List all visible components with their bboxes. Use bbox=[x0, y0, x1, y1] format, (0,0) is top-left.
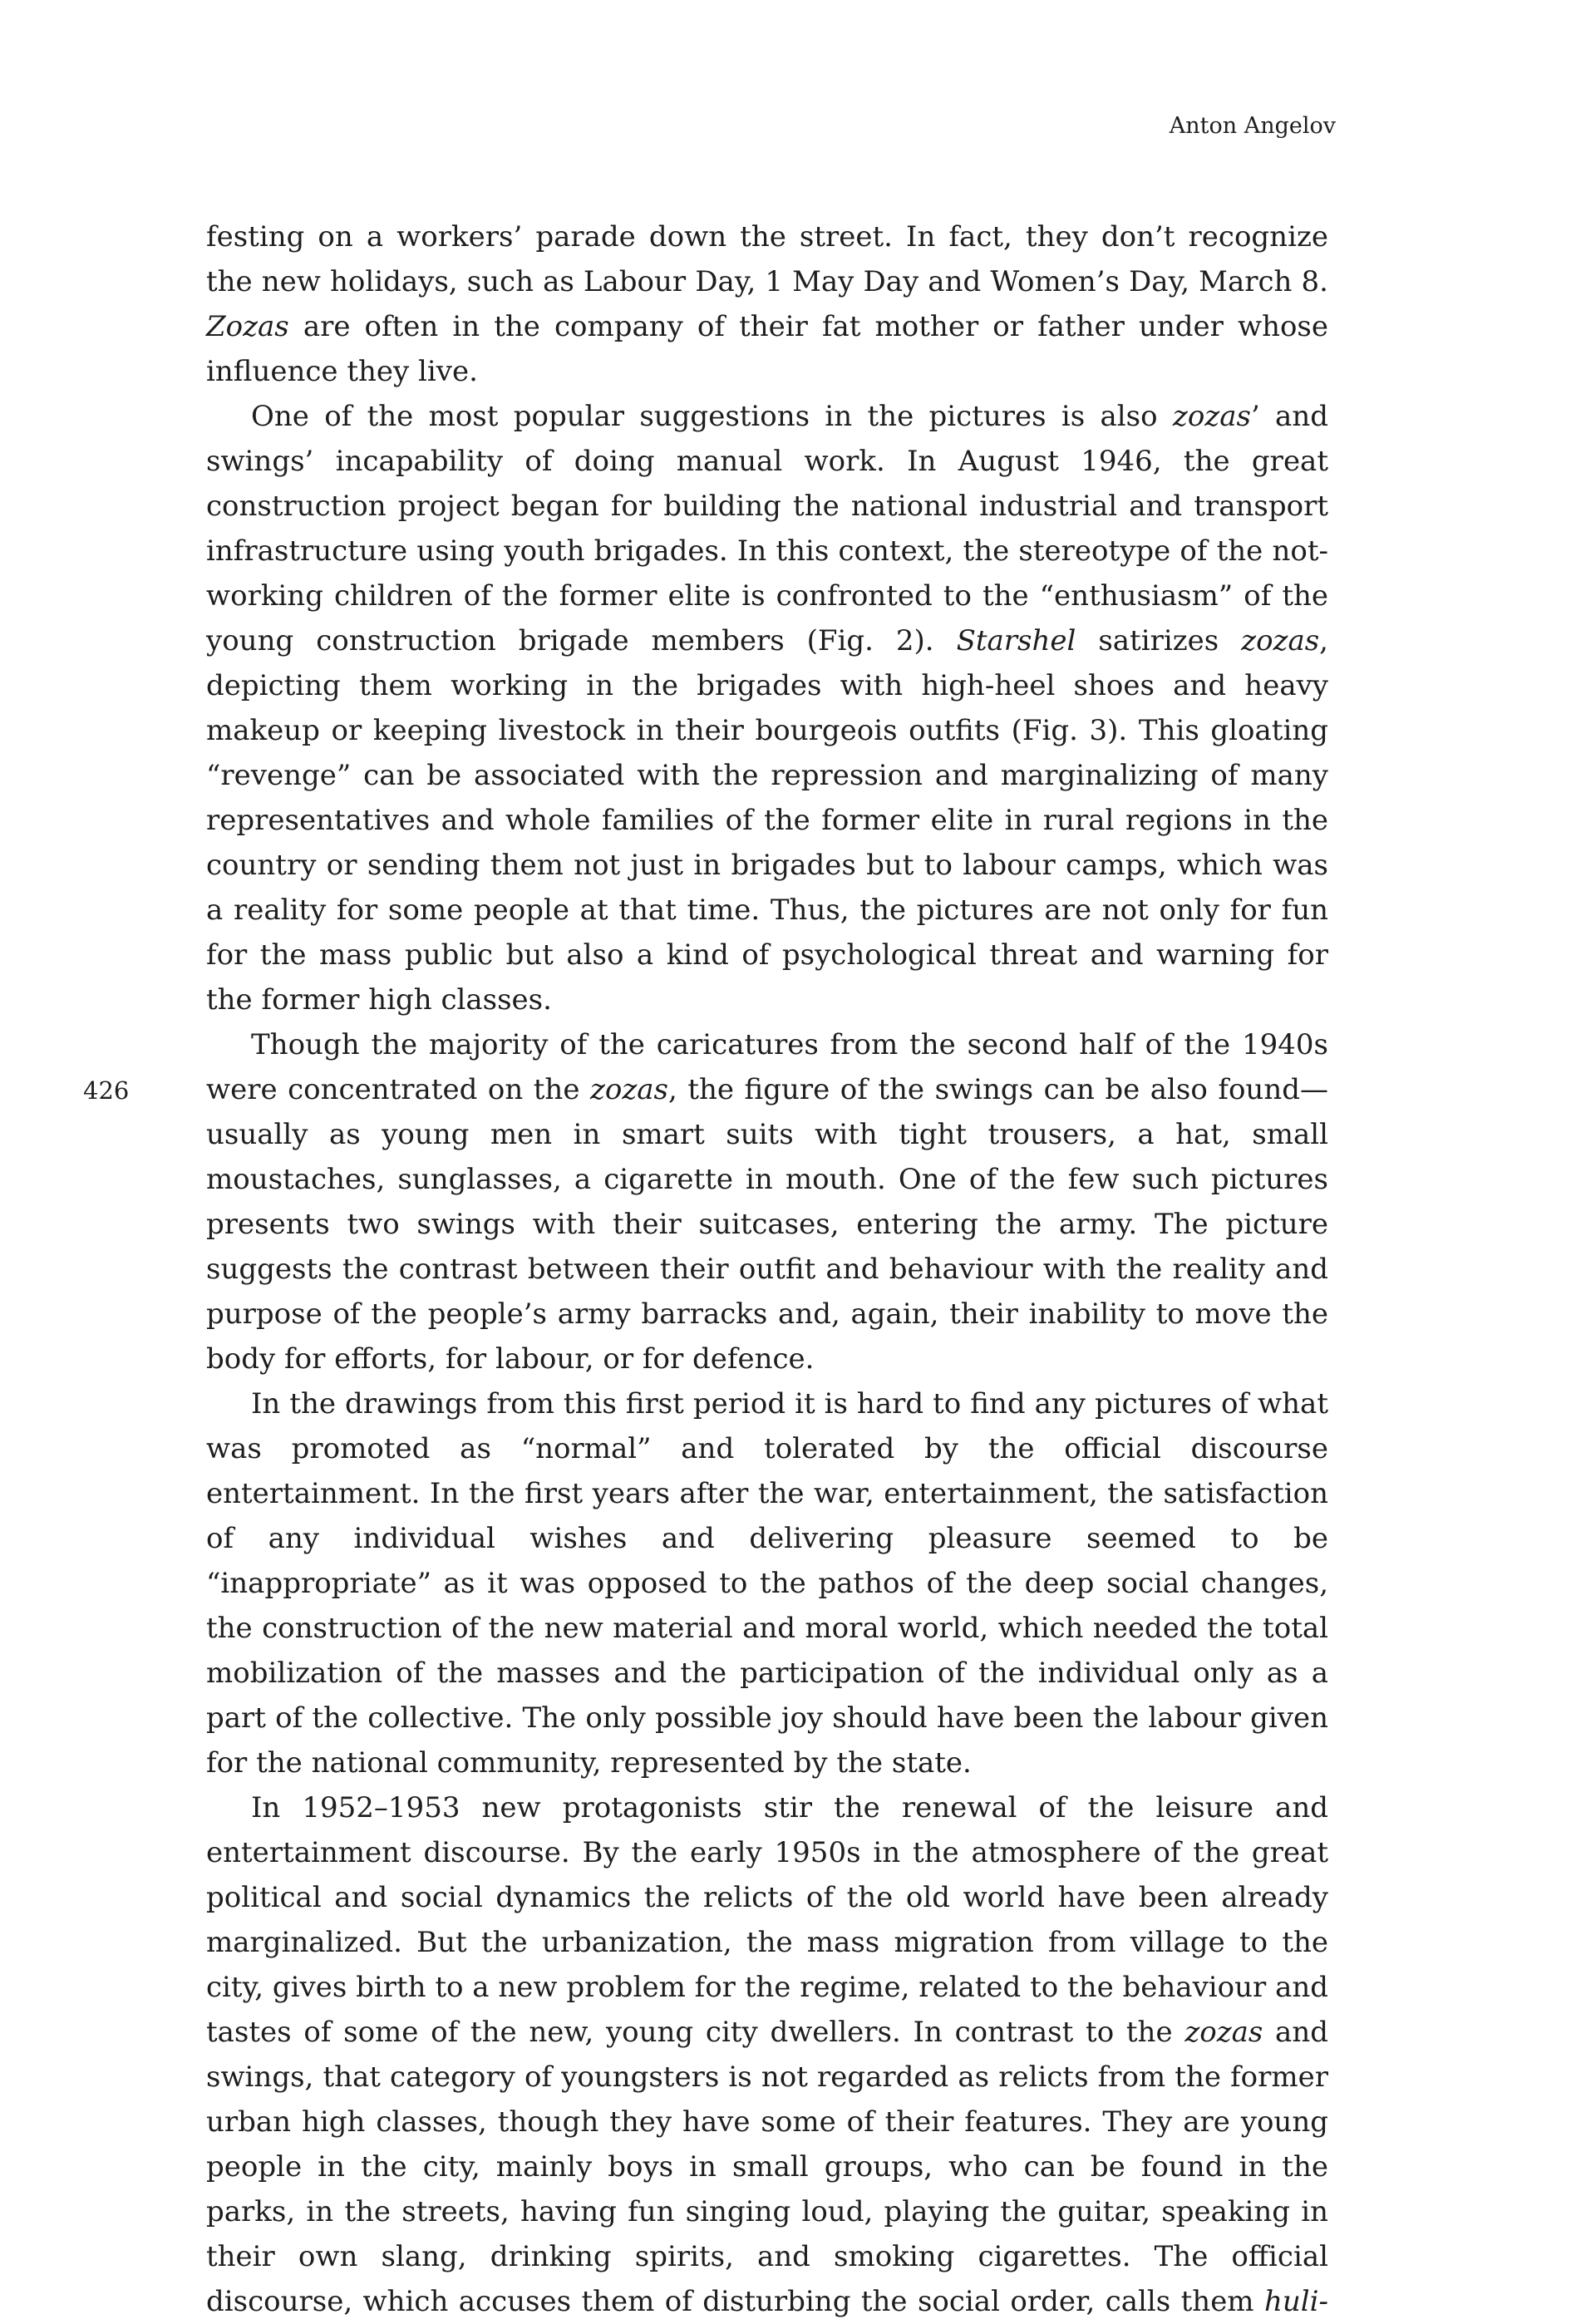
text-run: festing on a workers’ parade down the street. In fact, they don’t recognize the new holidays, such as Labour Day, 1 May Day and Women’s Day, March 8. bbox=[206, 220, 1328, 298]
text-run: , the figure of the swings can be also found—usually as young men in smart suits with tight trousers, a hat, small moustaches, sunglasses, a cigarette in mouth. One of the few such pictures presents two swings with their suitcases, entering the army. The picture suggests the contrast between their outfit and behaviour with the reality and purpose of the people’s army barracks and, again, their inability to move the body for efforts, for labour, or for defence. bbox=[206, 1073, 1328, 1376]
body-text bbox=[206, 214, 1328, 2324]
text-run: satirizes bbox=[1076, 624, 1242, 657]
italic-term: Zozas bbox=[206, 310, 289, 343]
italic-term: zozas bbox=[1241, 624, 1320, 657]
paragraph-4 bbox=[206, 1381, 1328, 1785]
italic-term: huli- bbox=[1263, 2285, 1328, 2318]
paragraph-5 bbox=[206, 1785, 1328, 2324]
text-run: are often in the company of their fat mother or father under whose influence they live. bbox=[206, 310, 1328, 388]
paragraph-2 bbox=[206, 394, 1328, 1022]
italic-term: Starshel bbox=[956, 624, 1076, 657]
text-run: In the drawings from this first period it is hard to find any pictures of what was promoted as “normal” and tolerated by the official discourse entertainment. In the first years after the war, entertainment, the satisfaction of any individual wishes and delivering pleasure seemed to be “inappropriate” as it was opposed to the pathos of the deep social changes, the construction of the new material and moral world, which needed the total mobilization of the masses and the participation of the individual only as a part of the collective. The only possible joy should have been the labour given for the national community, represented by the state. bbox=[206, 1387, 1328, 1780]
italic-term: zozas bbox=[1172, 400, 1251, 433]
text-run: Though the majority of the caricatures from the second half of the 1940s were concentrated on the bbox=[206, 1028, 1328, 1106]
italic-term: zozas bbox=[589, 1073, 668, 1106]
running-head: Anton Angelov bbox=[1169, 113, 1336, 139]
italic-term: zozas bbox=[1184, 2016, 1263, 2049]
page-number: 426 bbox=[83, 1076, 130, 1105]
text-run: and swings, that category of youngsters is not regarded as relicts from the former urban high classes, though they have some of their features. They are young people in the city, mainly boys in small groups, who can be found in the parks, in the streets, having fun singing loud, playing the guitar, speaking in their own slang, drinking spirits, and smoking cigarettes. The official discourse, which accuses them of disturbing the social order, calls them bbox=[206, 2016, 1328, 2318]
text-run: In 1952–1953 new protagonists stir the renewal of the leisure and entertainment discourse. By the early 1950s in the atmosphere of the great political and social dynamics the relicts of the old world have been already marginalized. But the urbanization, the mass migration from village to the city, gives birth to a new problem for the regime, related to the behaviour and tastes of some of the new, young city dwellers. In contrast to the bbox=[206, 1791, 1329, 2049]
text-run: ’ and swings’ incapability of doing manual work. In August 1946, the great construction project began for building the national industrial and transport infrastructure using youth brigades. In this context, the stereotype of the not-working children of the former elite is confronted to the “enthusiasm” of the young construction brigade members (Fig. 2). bbox=[206, 400, 1328, 657]
paragraph-1 bbox=[206, 214, 1328, 394]
text-run: , depicting them working in the brigades with high-heel shoes and heavy makeup or keeping livestock in their bourgeois outfits (Fig. 3). This gloating “revenge” can be associated with the repression and marginalizing of many representatives and whole families of the former elite in rural regions in the country or sending them not just in brigades but to labour camps, which was a reality for some people at that time. Thus, the pictures are not only for fun for the mass public but also a kind of psychological threat and warning for the former high classes. bbox=[206, 624, 1328, 1017]
paragraph-3 bbox=[206, 1022, 1328, 1381]
text-run: One of the most popular suggestions in the pictures is also bbox=[251, 400, 1173, 433]
